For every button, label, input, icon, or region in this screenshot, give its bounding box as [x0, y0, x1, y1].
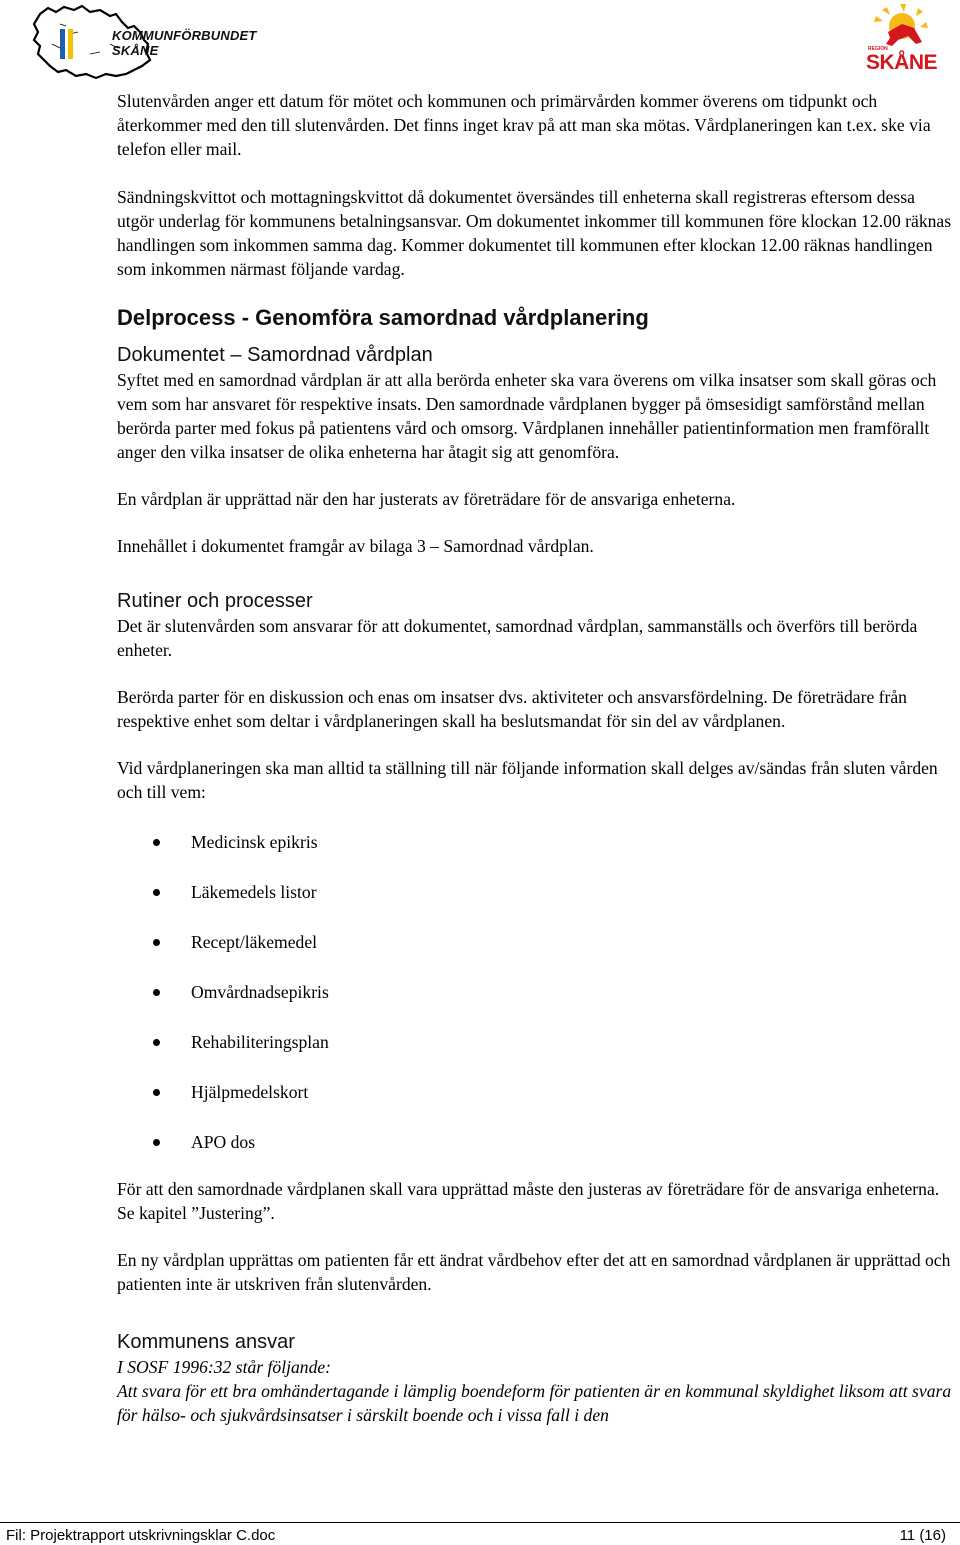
paragraph: Innehållet i dokumentet framgår av bilaga 3 – Samordnad vårdplan. [117, 536, 594, 556]
information-list [117, 830, 953, 1154]
bullet-icon [153, 839, 160, 846]
list-item [117, 1030, 953, 1080]
bullet-icon [153, 889, 160, 896]
paragraph: Sändningskvittot och mottagningskvittot då dokumentet översändes till enheterna skall registreras eftersom dessa utgör underlag för kommunens betalningsansvar. Om dokumentet inkommer till kommunen före klockan 12.00 räknas handlingen som inkommen samma dag. Kommer dokumentet till kommunen efter klockan 12.00 räknas handlingen som inkommen närmast följande vardag. [117, 187, 952, 279]
paragraph: För att den samordnade vårdplanen skall vara upprättad måste den justeras av företrädare för de ansvariga enheterna. Se kapitel ”Justering”. [117, 1179, 940, 1223]
bullet-icon [153, 939, 160, 946]
bullet-icon [153, 1089, 160, 1096]
list-item-label: APO dos [191, 1132, 256, 1152]
list-item [117, 930, 953, 980]
list-item [117, 1130, 953, 1154]
kommunforbundet-skane-logo [30, 4, 257, 80]
footer-page-number: 11 (16) [899, 1527, 946, 1544]
footer-file: Fil: Projektrapport utskrivningsklar C.doc [6, 1527, 276, 1544]
list-item [117, 830, 953, 880]
page-header [0, 0, 960, 85]
list-item [117, 1080, 953, 1130]
paragraph: En vårdplan är upprättad när den har justerats av företrädare för de ansvariga enheterna. [117, 489, 736, 509]
list-item-label: Rehabiliteringsplan [191, 1032, 329, 1052]
paragraph: Vid vårdplaneringen ska man alltid ta ställning till när följande information skall delges av/sändas från sluten vården och till vem: [117, 758, 938, 802]
bullet-icon [153, 1039, 160, 1046]
list-item [117, 880, 953, 930]
document-body [117, 89, 953, 1427]
logo-left-line2: SKÅNE [112, 43, 159, 58]
griffin-sun-icon [862, 2, 946, 50]
logo-right-text: SKÅNE [866, 51, 938, 74]
bullet-icon [153, 989, 160, 996]
list-item-label: Omvårdnadsepikris [191, 982, 329, 1002]
paragraph: Syftet med en samordnad vårdplan är att alla berörda enheter ska vara överens om vilka insatser som skall göras och vem som har ansvaret för respektive insats. Den samordnade vårdplanen bygger på ömsesidigt samförstånd mellan berörda parter med fokus på patientens vård och omsorg. Vårdplanen innehåller patientinformation men framförallt anger den vilka insatser de olika enheterna har åtagit sig att genomföra. [117, 370, 937, 462]
list-item [117, 980, 953, 1030]
paragraph: En ny vårdplan upprättas om patienten får ett ändrat vårdbehov efter det att en samordnad vårdplanen är upprättad och patienten inte är utskriven från slutenvården. [117, 1250, 951, 1294]
region-skane-logo [862, 2, 946, 74]
logo-right-region: REGION [868, 46, 888, 52]
section-title: Delprocess - Genomföra samordnad vårdplanering [117, 305, 649, 330]
list-item-label: Recept/läkemedel [191, 932, 318, 952]
subheading-routines: Rutiner och processer [117, 590, 313, 612]
quote-intro: I SOSF 1996:32 står följande: [117, 1357, 332, 1377]
list-item-label: Läkemedels listor [191, 882, 317, 902]
paragraph: Berörda parter för en diskussion och enas om insatser dvs. aktiviteter och ansvarsfördelning. De företrädare från respektive enhet som deltar i vårdplaneringen skall ha beslutsmandat för sin del av vårdplanen. [117, 687, 907, 731]
logo-left-line1: KOMMUNFÖRBUNDET [112, 28, 257, 43]
subheading-document: Dokumentet – Samordnad vårdplan [117, 344, 433, 366]
quote-text: Att svara för ett bra omhändertagande i lämplig boendeform för patienten är en kommunal skyldighet liksom att svara för hälso- och sjukvårdsinsatser i särskilt boende och i vissa fall i den [117, 1381, 952, 1425]
bullet-icon [153, 1139, 160, 1146]
list-item-label: Medicinsk epikris [191, 832, 318, 852]
list-item-label: Hjälpmedelskort [191, 1082, 309, 1102]
paragraph: Det är slutenvården som ansvarar för att dokumentet, samordnad vårdplan, sammanställs och överförs till berörda enheter. [117, 616, 918, 660]
footer-divider [0, 1522, 960, 1523]
paragraph: Slutenvården anger ett datum för mötet och kommunen och primärvården kommer överens om tidpunkt och återkommer med den till slutenvården. Det finns inget krav på att man ska mötas. Vårdplaneringen kan t.ex. ske via telefon eller mail. [117, 91, 931, 159]
subheading-municipal: Kommunens ansvar [117, 1331, 295, 1353]
